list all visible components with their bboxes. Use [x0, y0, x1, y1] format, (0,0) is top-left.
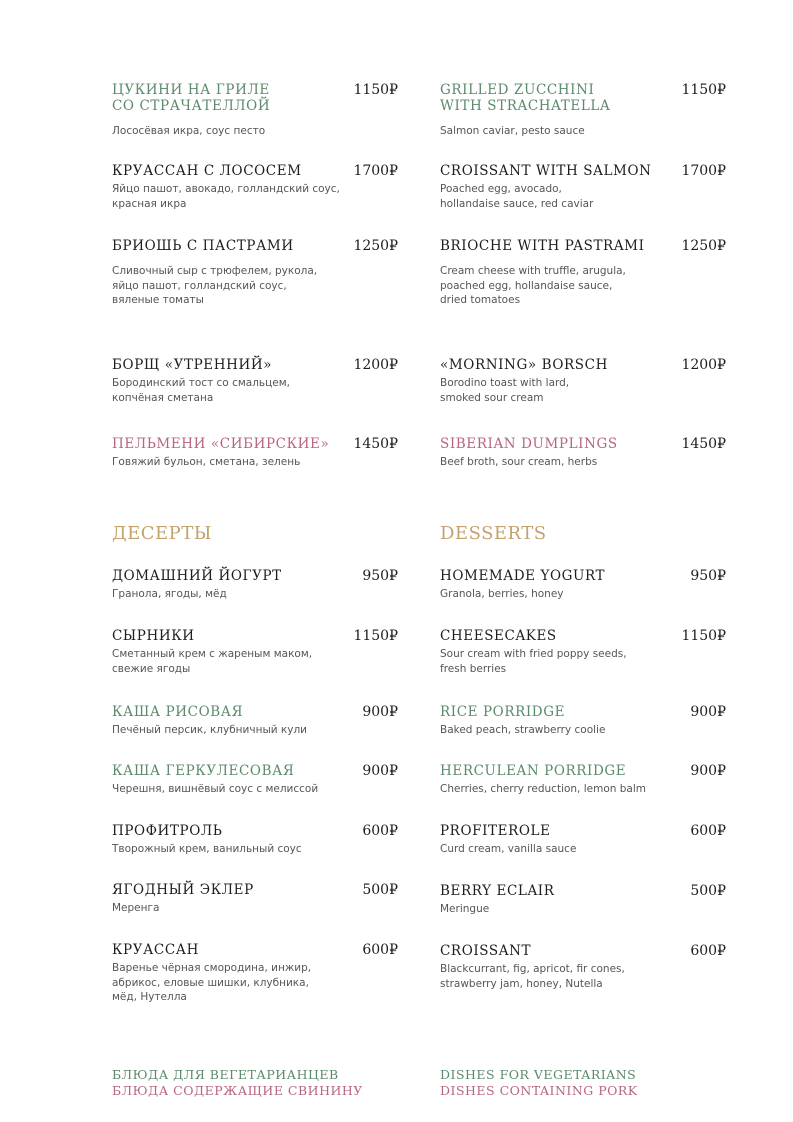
dish-description: Salmon caviar, pesto sauce	[440, 125, 585, 137]
dish-price: 1250₽	[353, 238, 398, 254]
dish-title: ПРОФИТРОЛЬ	[112, 823, 223, 839]
dish-price: 900₽	[362, 763, 398, 779]
menu-item	[112, 238, 402, 308]
dish-price: 1150₽	[681, 628, 726, 644]
dish-price: 500₽	[690, 883, 726, 899]
menu-item	[440, 568, 730, 602]
dish-title: HOMEMADE YOGURT	[440, 568, 606, 584]
dish-description: Curd cream, vanilla sauce	[440, 843, 577, 855]
menu-item	[112, 763, 402, 797]
dish-description: Granola, berries, honey	[440, 588, 564, 600]
dish-description: Baked peach, strawberry coolie	[440, 724, 606, 736]
dish-description: Черешня, вишнёвый соус с мелиссой	[112, 783, 319, 795]
menu-item	[440, 883, 730, 917]
menu-item	[112, 357, 402, 405]
dish-price: 1700₽	[681, 163, 726, 179]
dish-title: CROISSANT	[440, 943, 532, 959]
dish-title: КАША ГЕРКУЛЕСОВАЯ	[112, 763, 295, 779]
menu-item	[440, 704, 730, 738]
dish-title: PROFITEROLE	[440, 823, 551, 839]
dish-price: 900₽	[362, 704, 398, 720]
dish-description: Яйцо пашот, авокадо, голландский соус, красная икра	[112, 183, 340, 210]
dish-description: Poached egg, avocado, hollandaise sauce, red caviar	[440, 183, 594, 210]
dish-title: GRILLED ZUCCHINI WITH STRACHATELLA	[440, 82, 611, 114]
legend-pork: БЛЮДА СОДЕРЖАЩИЕ СВИНИНУ	[112, 1083, 363, 1098]
dish-price: 1200₽	[681, 357, 726, 373]
menu-item	[112, 628, 402, 676]
dish-price: 1150₽	[353, 82, 398, 98]
dish-price: 600₽	[362, 823, 398, 839]
dish-price: 950₽	[690, 568, 726, 584]
dish-title: КАША РИСОВАЯ	[112, 704, 244, 720]
menu-item	[440, 628, 730, 676]
dish-title: SIBERIAN DUMPLINGS	[440, 436, 618, 452]
dish-title: CROISSANT WITH SALMON	[440, 163, 652, 179]
menu-item	[440, 823, 730, 857]
dish-price: 1150₽	[681, 82, 726, 98]
dish-price: 1700₽	[353, 163, 398, 179]
dish-description: Говяжий бульон, сметана, зелень	[112, 456, 301, 468]
menu-item	[112, 704, 402, 738]
dish-title: БРИОШЬ С ПАСТРАМИ	[112, 238, 294, 254]
dish-description: Blackcurrant, fig, apricot, fir cones, strawberry jam, honey, Nutella	[440, 963, 625, 990]
menu-item	[440, 436, 730, 470]
menu-item	[112, 163, 402, 211]
menu-item	[440, 238, 730, 308]
dish-description: Borodino toast with lard, smoked sour cream	[440, 377, 570, 404]
menu-item	[112, 82, 402, 139]
dish-title: BRIOCHE WITH PASTRAMI	[440, 238, 645, 254]
section-heading: ДЕСЕРТЫ	[112, 523, 213, 544]
dish-title: ЯГОДНЫЙ ЭКЛЕР	[112, 882, 254, 898]
dish-title: ДОМАШНИЙ ЙОГУРТ	[112, 568, 282, 584]
legend-vegetarian: DISHES FOR VEGETARIANS	[440, 1067, 637, 1082]
section-heading: DESSERTS	[440, 523, 547, 544]
menu-item	[440, 357, 730, 405]
dish-title: BERRY ECLAIR	[440, 883, 555, 899]
menu-item	[112, 942, 402, 1005]
dish-description: Творожный крем, ванильный соус	[112, 843, 302, 855]
dish-title: ЦУКИНИ НА ГРИЛЕ СО СТРАЧАТЕЛЛОЙ	[112, 82, 271, 114]
dish-description: Сливочный сыр с трюфелем, рукола, яйцо пашот, голландский соус, вяленые томаты	[112, 265, 318, 306]
dish-price: 1450₽	[353, 436, 398, 452]
dish-price: 500₽	[362, 882, 398, 898]
dish-title: «MORNING» BORSCH	[440, 357, 608, 373]
dish-description: Cream cheese with truffle, arugula, poached egg, hollandaise sauce, dried tomatoes	[440, 265, 626, 306]
dish-description: Печёный персик, клубничный кули	[112, 724, 307, 736]
menu-item	[112, 568, 402, 602]
dish-description: Beef broth, sour cream, herbs	[440, 456, 598, 468]
dish-title: БОРЩ «УТРЕННИЙ»	[112, 357, 273, 373]
dish-price: 600₽	[690, 823, 726, 839]
dish-price: 950₽	[362, 568, 398, 584]
dish-description: Cherries, cherry reduction, lemon balm	[440, 783, 647, 795]
dish-title: КРУАССАН С ЛОСОСЕМ	[112, 163, 302, 179]
menu-item	[440, 163, 730, 211]
menu-item	[112, 436, 402, 470]
dish-price: 1250₽	[681, 238, 726, 254]
dish-title: HERCULEAN PORRIDGE	[440, 763, 627, 779]
dish-description: Сметанный крем с жареным маком, свежие ягоды	[112, 648, 313, 675]
dish-price: 600₽	[362, 942, 398, 958]
dish-price: 900₽	[690, 763, 726, 779]
menu-item	[112, 823, 402, 857]
dish-description: Бородинский тост со смальцем, копчёная сметана	[112, 377, 290, 404]
dish-price: 900₽	[690, 704, 726, 720]
dish-title: CHEESECAKES	[440, 628, 557, 644]
dish-title: ПЕЛЬМЕНИ «СИБИРСКИЕ»	[112, 436, 330, 452]
dish-title: КРУАССАН	[112, 942, 199, 958]
legend-vegetarian: БЛЮДА ДЛЯ ВЕГЕТАРИАНЦЕВ	[112, 1067, 339, 1082]
dish-price: 1450₽	[681, 436, 726, 452]
dish-description: Лососёвая икра, соус песто	[112, 125, 266, 137]
dish-price: 1150₽	[353, 628, 398, 644]
legend-pork: DISHES CONTAINING PORK	[440, 1083, 638, 1098]
dish-description: Meringue	[440, 903, 490, 915]
menu-item	[440, 763, 730, 797]
dish-price: 1200₽	[353, 357, 398, 373]
menu-item	[440, 82, 730, 139]
dish-description: Sour cream with fried poppy seeds, fresh berries	[440, 648, 627, 675]
dish-title: СЫРНИКИ	[112, 628, 195, 644]
dish-description: Варенье чёрная смородина, инжир, абрикос, еловые шишки, клубника, мёд, Нутелла	[112, 962, 312, 1003]
dish-title: RICE PORRIDGE	[440, 704, 566, 720]
dish-price: 600₽	[690, 943, 726, 959]
menu-item	[112, 882, 402, 916]
dish-description: Меренга	[112, 902, 160, 914]
dish-description: Гранола, ягоды, мёд	[112, 588, 227, 600]
menu-item	[440, 943, 730, 991]
